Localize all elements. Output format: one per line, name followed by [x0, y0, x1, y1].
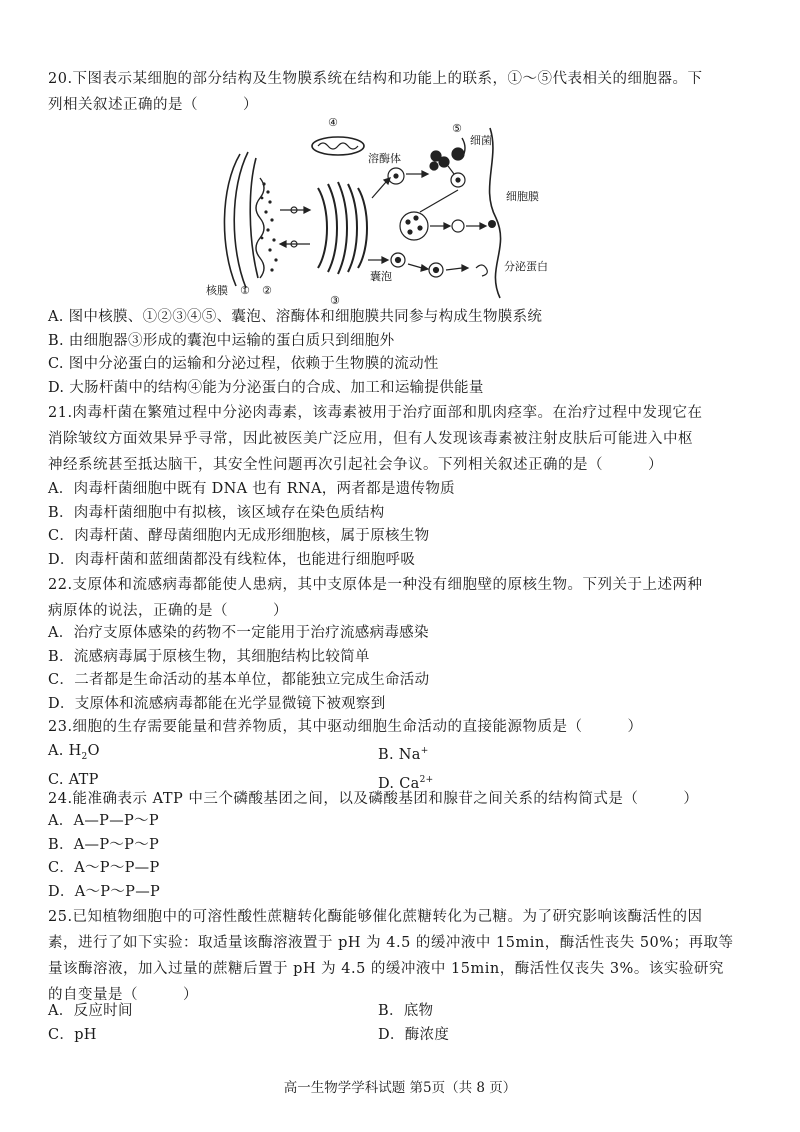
label-bacteria: 细菌: [470, 134, 492, 147]
question-21-stem-line1: 21.肉毒杆菌在繁殖过程中分泌肉毒素，该毒素被用于治疗面部和肌肉痉挛。在治疗过程中发现它在: [48, 405, 703, 421]
question-20-option-d: D. 大肠杆菌中的结构④能为分泌蛋白的合成、加工和运输提供能量: [48, 379, 484, 396]
question-25-stem-line1: 25.已知植物细胞中的可溶性酸性蔗糖转化酶能够催化蔗糖转化为己糖。为了研究影响该酶活性的因: [48, 909, 703, 925]
question-23-stem-line: 23.细胞的生存需要能量和营养物质，其中驱动细胞生命活动的直接能源物质是（ ）: [48, 719, 643, 735]
question-21-option-d: D．肉毒杆菌和蓝细菌都没有线粒体，也能进行细胞呼吸: [48, 551, 416, 568]
question-23-option-c: C. ATP: [48, 772, 99, 789]
question-24-option-b: B．A—P～P～P: [48, 836, 160, 853]
question-23-option-b: B. Na+: [378, 746, 429, 763]
question-20-option-c: C. 图中分泌蛋白的运输和分泌过程，依赖于生物膜的流动性: [48, 356, 439, 372]
label-nuclear-membrane: 核膜: [206, 284, 228, 297]
question-24-option-a: A．A—P—P～P: [48, 813, 159, 829]
question-21-stem: [48, 400, 760, 478]
question-25-option-a: A．反应时间: [48, 1003, 133, 1019]
endoplasmic-reticulum-drawing: [256, 178, 264, 278]
label-4: ④: [328, 118, 338, 129]
diagram-svg: [200, 118, 600, 306]
question-24-option-c: C．A～P～P—P: [48, 860, 160, 876]
question-20-option-a: A. 图中核膜、①②③④⑤、囊泡、溶酶体和细胞膜共同参与构成生物膜系统: [48, 309, 543, 325]
question-25-stem-line3: 量该酶溶液，加入过量的蔗糖后置于 pH 为 4.5 的缓冲液中 15min，酶活性仅丧失 3%。该实验研究: [48, 961, 724, 977]
question-22-option-d: D．支原体和流感病毒都能在光学显微镜下被观察到: [48, 695, 386, 712]
question-21-stem-line2: 消除皱纹方面效果异乎寻常，因此被医美广泛应用，但有人发现该毒素被注射皮肤后可能进入中枢: [48, 431, 693, 447]
question-21-option-c: C．肉毒杆菌、酵母菌细胞内无成形细胞核，属于原核生物: [48, 528, 430, 544]
question-24-options: [48, 810, 760, 904]
question-21-stem-line3: 神经系统甚至抵达脑干，其安全性问题再次引起社会争议。下列相关叙述正确的是（ ）: [48, 457, 663, 473]
question-25-option-b: B．底物: [378, 1003, 434, 1019]
question-22-stem: [48, 572, 760, 624]
question-23-stem: [48, 714, 760, 740]
question-25-stem: [48, 904, 760, 1008]
er-to-golgi-arrows: [280, 207, 310, 247]
question-22-stem-line2: 病原体的说法，正确的是（ ）: [48, 603, 288, 619]
cell-membrane-system-diagram: [200, 118, 600, 306]
question-23-option-d: D. $Ca^{2+}$: [378, 775, 434, 793]
question-25-option-c: C．pH: [48, 1026, 97, 1043]
label-2: ②: [262, 284, 272, 297]
question-22-option-c: C．二者都是生命活动的基本单位，都能独立完成生命活动: [48, 672, 430, 688]
question-22-option-b: B．流感病毒属于原核生物，其细胞结构比较简单: [48, 648, 370, 665]
label-secreted-protein: 分泌蛋白: [504, 260, 548, 273]
question-20-stem-line1: 20.下图表示某细胞的部分结构及生物膜系统在结构和功能上的联系，①～⑤代表相关的细胞器。下: [48, 71, 703, 87]
question-24-stem: [48, 786, 760, 812]
question-23-option-a: A. $H_2O$: [48, 743, 100, 762]
label-5: ⑤: [452, 122, 462, 135]
question-21-option-b: B．肉毒杆菌细胞中有拟核，该区域存在染色质结构: [48, 504, 385, 521]
label-cell-membrane: 细胞膜: [506, 190, 539, 203]
label-vesicle: 囊泡: [370, 270, 392, 283]
question-25-option-d: D．酶浓度: [378, 1026, 450, 1043]
label-lysosome: 溶酶体: [368, 152, 401, 165]
question-20-stem: [48, 66, 760, 118]
cell-membrane-drawing: [490, 128, 501, 298]
question-21-option-a: A．肉毒杆菌细胞中既有 DNA 也有 RNA，两者都是遗传物质: [48, 481, 455, 497]
question-22-options: [48, 622, 760, 716]
question-20-stem-line2: 列相关叙述正确的是（ ）: [48, 97, 258, 113]
question-25-stem-line2: 素，进行了如下实验：取适量该酶溶液置于 pH 为 4.5 的缓冲液中 15min，酶活性丧失 50%；再取等: [48, 935, 734, 951]
label-1: ①: [240, 284, 250, 297]
nuclear-envelope-drawing: [224, 152, 258, 288]
ribosome-dots: [261, 182, 278, 271]
question-21-options: [48, 478, 760, 572]
question-24-stem-line: 24.能准确表示 ATP 中三个磷酸基团之间，以及磷酸基团和腺苷之间关系的结构简式是（ ）: [48, 791, 699, 807]
question-22-stem-line1: 22.支原体和流感病毒都能使人患病，其中支原体是一种没有细胞壁的原核生物。下列关于上述两种: [48, 577, 703, 593]
page-footer: 高一生物学学科试题 第5页（共 8 页）: [283, 1080, 517, 1096]
question-22-option-a: A．治疗支原体感染的药物不一定能用于治疗流感病毒感染: [48, 625, 429, 641]
question-25-stem-line4: 的自变量是（ ）: [48, 987, 198, 1003]
question-20-options: [48, 306, 760, 400]
label-3: ③: [330, 294, 340, 306]
question-25-options: [48, 1000, 760, 1047]
question-24-option-d: D．A～P～P—P: [48, 883, 161, 900]
question-20-option-b: B. 由细胞器③形成的囊泡中运输的蛋白质只到细胞外: [48, 332, 395, 349]
golgi-apparatus-drawing: [318, 182, 367, 274]
